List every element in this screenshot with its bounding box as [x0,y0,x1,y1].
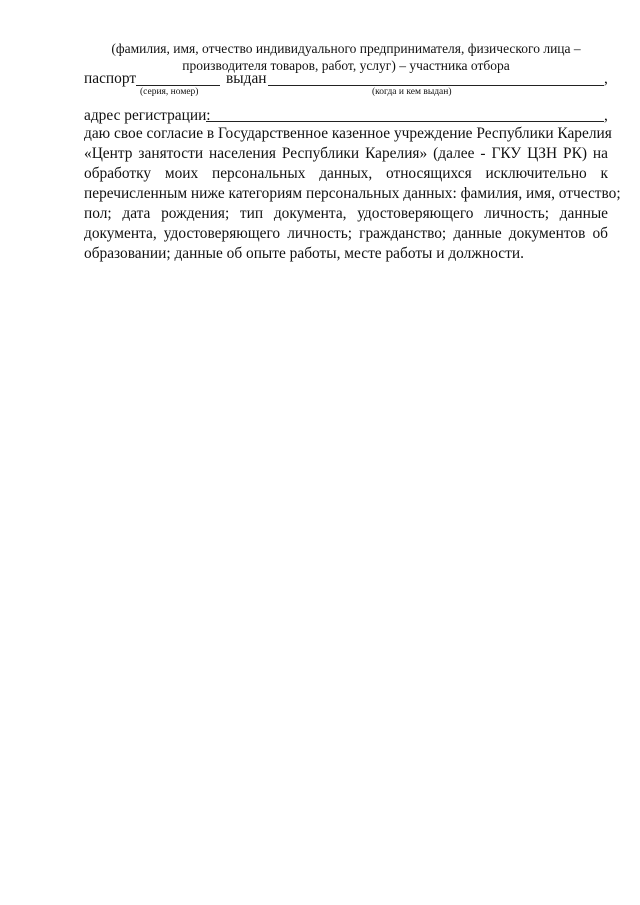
consent-line: «Центр занятости населения Республики Карелия» (далее - ГКУ ЦЗН РК) на [84,145,608,162]
passport-label: паспорт [84,70,137,87]
address-label: адрес регистрации: [84,107,211,124]
address-end-comma: , [604,107,608,124]
consent-line: образовании; данные об опыте работы, месте работы и должности. [84,245,524,262]
consent-line: даю свое согласие в Государственное казенное учреждение Республики Карелия [84,125,612,142]
passport-series-hint: (серия, номер) [140,87,199,97]
passport-issued-label: выдан [226,70,267,87]
consent-line: перечисленным ниже категориям персональных данных: фамилия, имя, отчество; [84,185,621,202]
passport-end-comma: , [604,70,608,87]
header-note-line2: производителя товаров, работ, услуг) – участника отбора [182,58,510,73]
header-note-line1: (фамилия, имя, отчество индивидуального предпринимателя, физического лица – [111,41,581,56]
consent-line: пол; дата рождения; тип документа, удостоверяющего личность; данные [84,205,608,222]
consent-line: документа, удостоверяющего личность; гражданство; данные документов об [84,225,608,242]
consent-line: обработку моих персональных данных, относящихся исключительно к [84,165,608,182]
passport-issued-hint: (когда и кем выдан) [372,87,452,97]
address-blank [206,121,604,122]
